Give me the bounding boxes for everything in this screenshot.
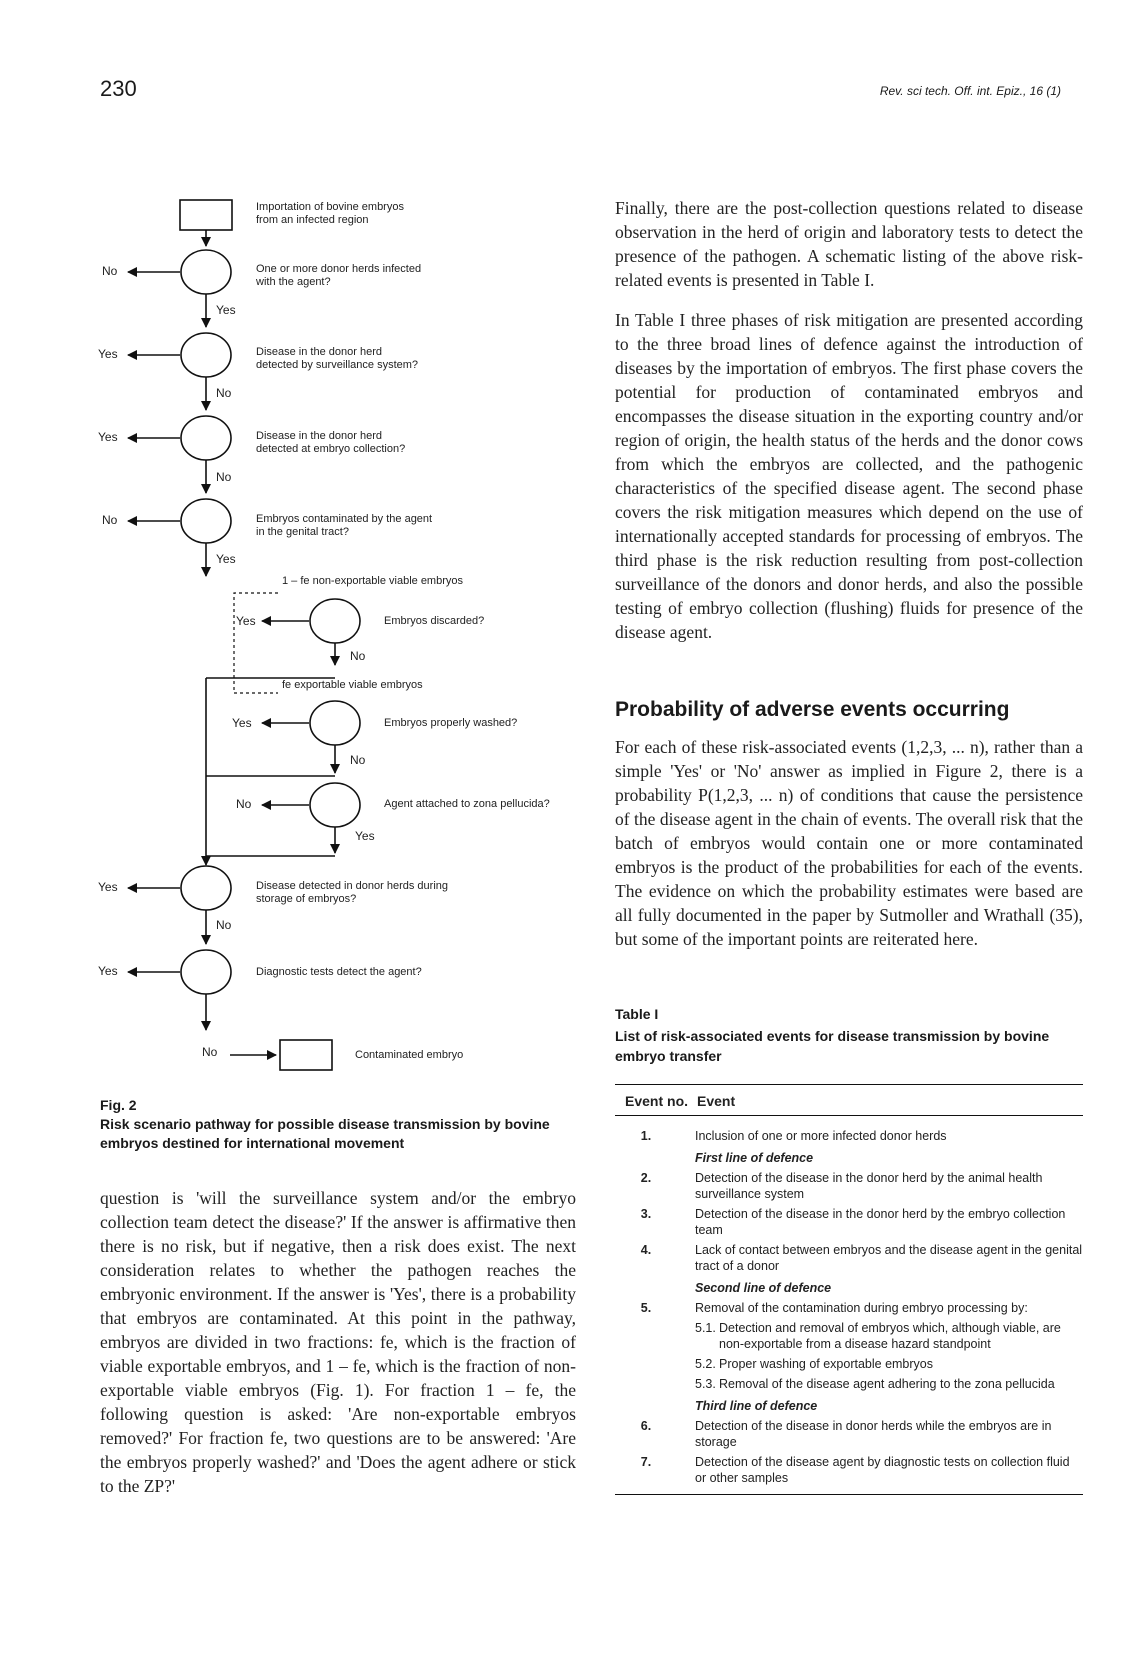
q5-down-label: No: [350, 649, 366, 663]
node-q3-text: Disease in the donor herd detected at embryo collection?: [256, 430, 406, 455]
col-header-event-no: Event no.: [625, 1093, 689, 1109]
node-end-text: Contaminated embryo: [355, 1049, 464, 1061]
node-start-text: Importation of bovine embryos from an infected region: [256, 201, 404, 226]
right-column-text-2: [615, 735, 1083, 967]
start-box: [180, 200, 232, 230]
table-row: 2. Detection of the disease in the donor herd by the animal health surveillance system: [640, 1171, 1043, 1201]
table-subrow: 5.3. Removal of the disease agent adhering to the zona pellucida: [695, 1377, 1055, 1391]
decision-node-q2: [181, 333, 231, 377]
table-row: 1. Inclusion of one or more infected donor herds: [640, 1129, 947, 1143]
decision-node-q5: [310, 599, 360, 643]
table-subrow: 5.1. Detection and removal of embryos which, although viable, are non-exportable from a disease hazard standpoint: [695, 1321, 1061, 1351]
q2-side-label: Yes: [98, 347, 118, 361]
right-paragraph-2: In Table I three phases of risk mitigation are presented according to the three broad lines of defence against the introduction of diseases by the importation of embryos. The first phase covers the potential for production of contaminated embryos and encompasses the disease situation in the exporting country and/or region of origin, the health status of the herds and the donor cows from which the embryos are collected, and the pathogenic characteristics of the specified disease agent. The second phase covers the risk mitigation measures which depend on the use of internationally accepted standards for processing of embryos. The third phase is the risk reduction resulting from post-collection surveillance of the donors and donor herds, and also the possible testing of embryo collection (flushing) fluids for presence of the disease agent.: [615, 310, 1083, 642]
decision-node-q9: [181, 950, 231, 994]
page-number: 230: [100, 76, 137, 101]
q8-side-label: Yes: [98, 880, 118, 894]
q3-down-label: No: [216, 470, 232, 484]
node-q4-text: Embryos contaminated by the agent in the genital tract?: [256, 513, 433, 538]
decision-node-q6: [310, 701, 360, 745]
q3-side-label: Yes: [98, 430, 118, 444]
section-heading: Probability of adverse events occurring: [615, 698, 1010, 721]
q5-side-label: Yes: [236, 614, 256, 628]
q1-down-label: Yes: [216, 303, 236, 317]
q4-down-label: Yes: [216, 552, 236, 566]
table-section-row: Third line of defence: [695, 1399, 818, 1413]
decision-node-q7: [310, 783, 360, 827]
q4-side-label: No: [102, 513, 118, 527]
left-column-text: [100, 1186, 576, 1514]
node-q9-text: Diagnostic tests detect the agent?: [256, 966, 422, 978]
right-paragraph-3: For each of these risk-associated events (1,2,3, ... n), rather than a simple 'Yes' or 'No' answer as implied in Figure 2, there is a probability P(1,2,3, ... n) of conditions that cause the persistence of the disease agent in the chain of events. The overall risk that the batch of embryos would contain one or more contaminated embryos is the product of the probabilities for each of the events. The evidence on which the probability estimates were based are all fully documented in the paper by Sutmoller and Wrathall (35), but some of the important points are reiterated here.: [615, 737, 1083, 949]
decision-node-q4: [181, 499, 231, 543]
table-row: 5. Removal of the contamination during embryo processing by:: [640, 1301, 1028, 1315]
table-row: 4. Lack of contact between embryos and the disease agent in the genital tract of a donor: [640, 1243, 1083, 1273]
q9-down-label: No: [202, 1045, 218, 1059]
right-paragraph-1: Finally, there are the post-collection questions related to disease observation in the herd of origin and laboratory tests to detect the presence of the pathogen. A schematic listing of the above risk-related events is presented in Table I.: [615, 198, 1083, 290]
table-row: 3. Detection of the disease in the donor herd by the embryo collection team: [640, 1207, 1066, 1237]
flowchart: [0, 0, 600, 1100]
q9-side-label: Yes: [98, 964, 118, 978]
q6-side-label: Yes: [232, 716, 252, 730]
col-header-event: Event: [697, 1093, 736, 1109]
node-q6-text: Embryos properly washed?: [384, 717, 518, 729]
end-box: [280, 1040, 332, 1070]
node-q7-text: Agent attached to zona pellucida?: [384, 798, 550, 810]
q7-down-label: Yes: [355, 829, 375, 843]
table-section-row: Second line of defence: [695, 1281, 832, 1295]
node-q1-text: One or more donor herds infected with the agent?: [256, 263, 422, 288]
nonexportable-label: 1 – fe non-exportable viable embryos: [282, 575, 463, 587]
table-header-row: [615, 1087, 1083, 1115]
decision-node-q8: [181, 866, 231, 910]
table-row: 6. Detection of the disease in donor herds while the embryos are in storage: [640, 1419, 1052, 1449]
table-section-row: First line of defence: [695, 1151, 814, 1165]
decision-node-q1: [181, 250, 231, 294]
table-label: Table I: [615, 1006, 659, 1022]
table-title: List of risk-associated events for disease transmission by bovine embryo transfer: [615, 1028, 1050, 1064]
q7-side-label: No: [236, 797, 252, 811]
decision-node-q3: [181, 416, 231, 460]
figure-caption: Risk scenario pathway for possible disease transmission by bovine embryos destined for international movement: [100, 1116, 550, 1151]
table-events: [615, 1084, 1083, 1495]
q8-down-label: No: [216, 918, 232, 932]
q1-side-label: No: [102, 264, 118, 278]
exportable-label: fe exportable viable embryos: [282, 679, 423, 691]
figure-label: Fig. 2: [100, 1097, 137, 1113]
node-q5-text: Embryos discarded?: [384, 615, 485, 627]
right-column-text: [615, 196, 1083, 660]
q2-down-label: No: [216, 386, 232, 400]
left-paragraph: question is 'will the surveillance system and/or the embryo collection team detect the disease?' If the answer is affirmative then there is no risk, but if negative, then a risk does exist. The next consideration relates to whether the pathogen reaches the embryonic environment. If the answer is 'Yes', there is a probability that embryos are contaminated. At this point in the pathway, embryos are divided in two fractions: fe, which is the fraction of viable exportable embryos, and 1 – fe, which is the fraction of non-exportable viable embryos (Fig. 1). For fraction 1 – fe, the following question is asked: 'Are non-exportable embryos removed?' For fraction fe, two questions are to be answered: 'Are the embryos properly washed?' and 'Does the agent adhere or stick to the ZP?': [100, 1188, 576, 1496]
node-q2-text: Disease in the donor herd detected by surveillance system?: [256, 346, 419, 371]
table-row: 7. Detection of the disease agent by diagnostic tests on collection fluid or other samples: [640, 1455, 1070, 1485]
running-header: Rev. sci tech. Off. int. Epiz., 16 (1): [879, 84, 1061, 98]
node-q8-text: Disease detected in donor herds during storage of embryos?: [256, 880, 449, 905]
q6-down-label: No: [350, 753, 366, 767]
table-subrow: 5.2. Proper washing of exportable embryos: [695, 1357, 934, 1371]
